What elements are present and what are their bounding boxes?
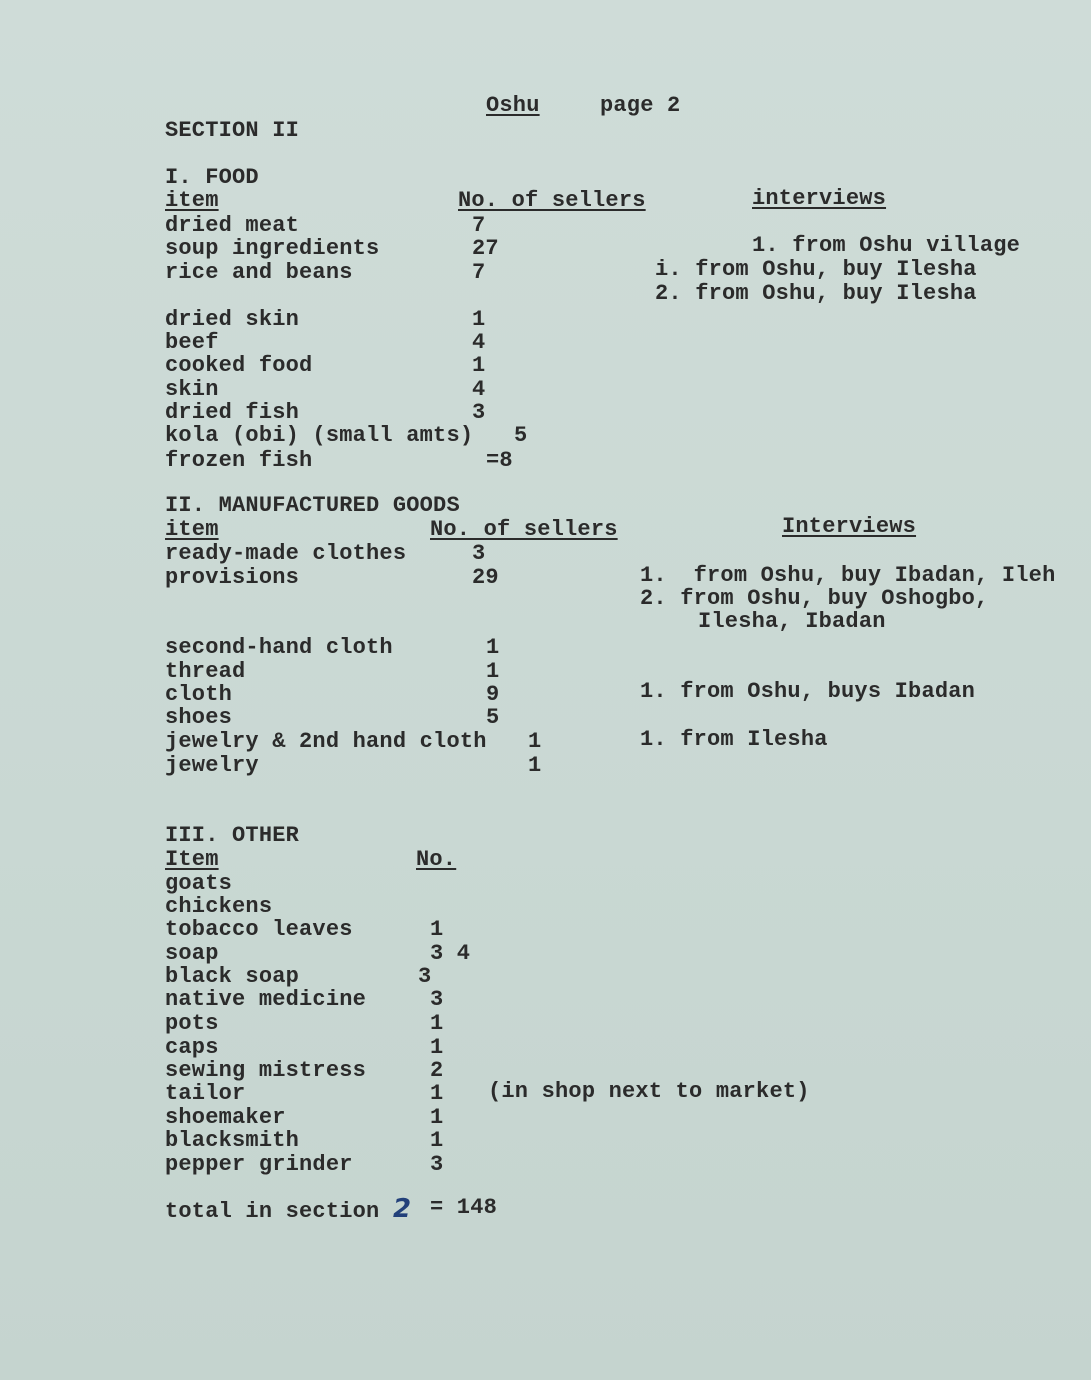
other-row-count: 1 (430, 1081, 444, 1106)
food-interview-note: 1. from Oshu village (752, 233, 1021, 258)
page-number: page 2 (600, 93, 681, 118)
manufactured-row-count: 1 (528, 753, 542, 778)
other-row-item: goats (165, 871, 233, 896)
food-row-count: 27 (472, 236, 499, 261)
manufactured-row-item: second-hand cloth (165, 635, 393, 660)
food-row-item: dried skin (165, 307, 300, 332)
manufactured-interview-note: 1. from Oshu, buys Ibadan (640, 679, 976, 704)
food-row-item: beef (165, 330, 219, 355)
food-row-count: 5 (514, 423, 528, 448)
food-row-item: cooked food (165, 353, 313, 378)
manufactured-row-item: thread (165, 659, 246, 684)
other-row-count: 3 (418, 964, 432, 989)
manufactured-col-sellers: No. of sellers (430, 517, 618, 542)
food-col-sellers: No. of sellers (458, 188, 646, 213)
other-row-item: sewing mistress (165, 1058, 367, 1083)
other-row-count: 1 (430, 917, 444, 942)
other-col-no: No. (416, 847, 457, 872)
other-row-count: 2 (430, 1058, 444, 1083)
food-heading: I. FOOD (165, 165, 259, 190)
other-row-count: 3 (430, 1152, 444, 1177)
other-row-count: 1 (430, 1011, 444, 1036)
other-row-item: caps (165, 1035, 219, 1060)
food-row-item: soup ingredients (165, 236, 380, 261)
other-row-item: tobacco leaves (165, 917, 353, 942)
manufactured-row-count: 9 (486, 682, 500, 707)
food-row-item: frozen fish (165, 448, 313, 473)
other-col-item: Item (165, 847, 219, 872)
food-row-count: =8 (486, 448, 513, 473)
manufactured-row-item: provisions (165, 565, 300, 590)
manufactured-interview-note: 1. from Oshu, buy Ibadan, Ileh (640, 563, 1056, 588)
other-row-item: native medicine (165, 987, 367, 1012)
handwritten-section-number: 2 (393, 1194, 412, 1224)
food-col-interviews: interviews (752, 186, 887, 211)
manufactured-interview-note: 1. from Ilesha (640, 727, 828, 752)
document-title: Oshu (486, 93, 540, 118)
other-row-item: pots (165, 1011, 219, 1036)
food-row-item: kola (obi) (small amts) (165, 423, 474, 448)
other-row-item: shoemaker (165, 1105, 286, 1130)
food-row-count: 3 (472, 400, 486, 425)
manufactured-col-item: item (165, 517, 219, 542)
total-label: total in section (165, 1199, 380, 1224)
manufactured-col-interviews: Interviews (782, 514, 917, 539)
food-col-item: item (165, 188, 219, 213)
manufactured-row-item: jewelry & 2nd hand cloth (165, 729, 487, 754)
food-row-count: 7 (472, 260, 486, 285)
other-row-count: 3 (430, 987, 444, 1012)
other-row-item: blacksmith (165, 1128, 300, 1153)
other-row-count: 1 (430, 1128, 444, 1153)
section-heading: SECTION II (165, 118, 300, 143)
manufactured-row-count: 1 (486, 635, 500, 660)
food-row-count: 4 (472, 330, 486, 355)
food-row-count: 1 (472, 307, 486, 332)
food-row-count: 7 (472, 213, 486, 238)
manufactured-row-count: 3 (472, 541, 486, 566)
other-row-item: tailor (165, 1081, 246, 1106)
other-row-item: chickens (165, 894, 273, 919)
manufactured-row-count: 5 (486, 705, 500, 730)
other-row-item: pepper grinder (165, 1152, 353, 1177)
food-row-item: rice and beans (165, 260, 353, 285)
other-row-count: 3 4 (430, 941, 471, 966)
food-interview-note: i. from Oshu, buy Ilesha (655, 257, 977, 282)
other-row-count: 1 (430, 1035, 444, 1060)
food-interview-note: 2. from Oshu, buy Ilesha (655, 281, 977, 306)
food-row-count: 4 (472, 377, 486, 402)
food-row-count: 1 (472, 353, 486, 378)
manufactured-row-item: jewelry (165, 753, 259, 778)
manufactured-interview-note: 2. from Oshu, buy Oshogbo, (640, 586, 989, 611)
other-row-item: black soap (165, 964, 300, 989)
total-value: = 148 (430, 1195, 498, 1220)
other-row-item: soap (165, 941, 219, 966)
food-row-item: dried meat (165, 213, 300, 238)
other-row-count: 1 (430, 1105, 444, 1130)
food-row-item: dried fish (165, 400, 300, 425)
manufactured-row-item: cloth (165, 682, 233, 707)
manufactured-heading: II. MANUFACTURED GOODS (165, 493, 460, 518)
manufactured-row-item: shoes (165, 705, 233, 730)
manufactured-interview-note: Ilesha, Ibadan (698, 609, 886, 634)
manufactured-row-count: 29 (472, 565, 499, 590)
manufactured-row-item: ready-made clothes (165, 541, 407, 566)
manufactured-row-count: 1 (486, 659, 500, 684)
tailor-note: (in shop next to market) (488, 1079, 810, 1104)
food-row-item: skin (165, 377, 219, 402)
other-heading: III. OTHER (165, 823, 300, 848)
manufactured-row-count: 1 (528, 729, 542, 754)
